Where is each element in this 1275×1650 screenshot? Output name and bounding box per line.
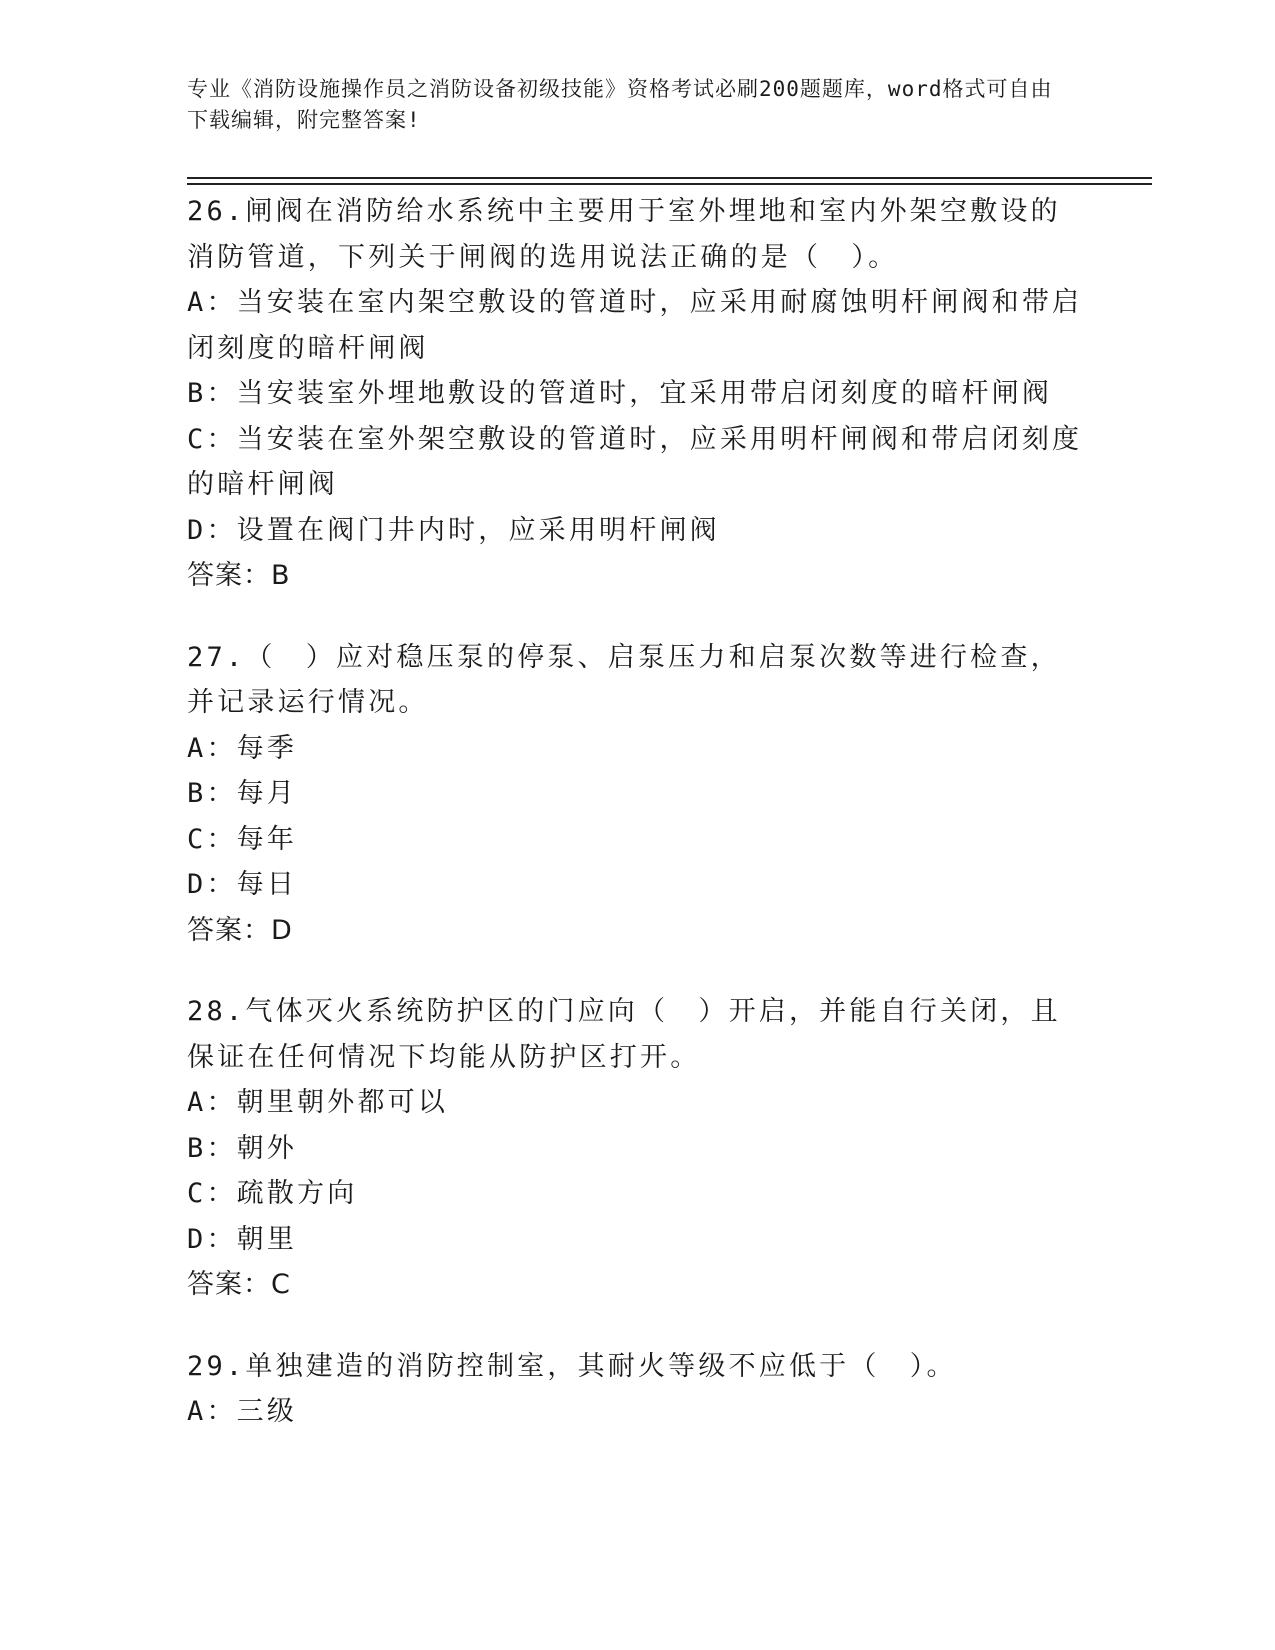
question-29 [187, 1344, 1087, 1435]
option-d: D：设置在阀门井内时，应采用明杆闸阀 [187, 514, 720, 546]
option-d: D：每日 [187, 869, 298, 900]
question-list [187, 189, 1087, 1471]
option-b: B：当安装室外埋地敷设的管道时，宜采用带启闭刻度的暗杆闸阀 [187, 378, 1053, 409]
question-stem: 29.单独建造的消防控制室，其耐火等级不应低于（ ）。 [187, 1350, 957, 1382]
answer-line: 答案：C [187, 1269, 291, 1300]
option-a: A：朝里朝外都可以 [187, 1087, 449, 1118]
answer-line: 答案：D [187, 914, 293, 946]
question-28 [187, 989, 1087, 1308]
document-header [187, 74, 1067, 136]
option-c: C：当安装在室外架空敷设的管道时，应采用明杆闸阀和带启闭刻度的暗杆闸阀 [187, 423, 1083, 500]
header-text: 专业《消防设施操作员之消防设备初级技能》资格考试必刷200题题库，word格式可自由下载编辑，附完整答案! [187, 77, 1053, 132]
option-b: B：朝外 [187, 1132, 298, 1164]
option-c: C：疏散方向 [187, 1178, 358, 1209]
option-d: D：朝里 [187, 1223, 298, 1255]
question-stem: 27.（ ）应对稳压泵的停泵、启泵压力和启泵次数等进行检查，并记录运行情况。 [187, 641, 1061, 718]
question-stem: 28.气体灭火系统防护区的门应向（ ）开启，并能自行关闭，且保证在任何情况下均能从防护区打开。 [187, 996, 1061, 1073]
header-divider-bottom [187, 183, 1152, 185]
answer-line: 答案：B [187, 560, 291, 591]
question-26 [187, 189, 1087, 599]
option-b: B：每月 [187, 778, 298, 809]
option-c: C：每年 [187, 823, 298, 855]
header-divider-top [187, 177, 1152, 179]
option-a: A：每季 [187, 732, 298, 764]
option-a: A：当安装在室内架空敷设的管道时，应采用耐腐蚀明杆闸阀和带启闭刻度的暗杆闸阀 [187, 287, 1083, 364]
question-stem: 26.闸阀在消防给水系统中主要用于室外埋地和室内外架空敷设的消防管道，下列关于闸阀的选用说法正确的是（ ）。 [187, 196, 1061, 273]
option-a: A：三级 [187, 1396, 298, 1427]
question-27 [187, 635, 1087, 954]
